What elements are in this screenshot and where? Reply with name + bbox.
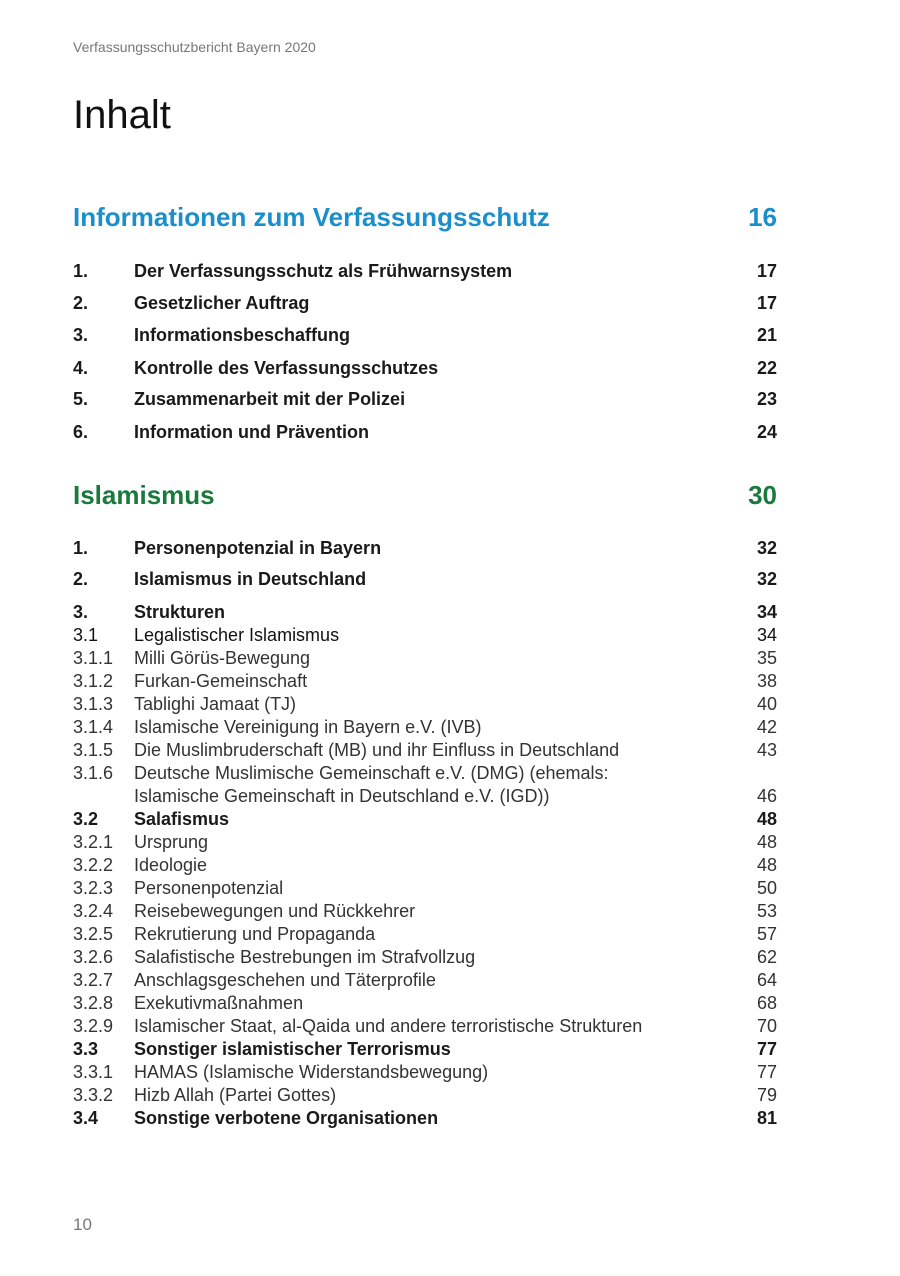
entry-number: 3.1.1 [73,648,114,668]
entry-title: Gesetzlicher Auftrag [134,293,310,313]
entry-title: Reisebewegungen und Rückkehrer [134,901,416,921]
entry-number: 3. [73,325,89,345]
toc-entry[interactable] [73,969,777,992]
entry-title: Islamische Vereinigung in Bayern e.V. (IVB) [134,717,482,737]
toc-entry[interactable] [73,1038,777,1061]
entry-number: 1. [73,261,89,281]
entry-page: 79 [756,1085,777,1105]
entry-page: 68 [756,993,777,1013]
entry-number: 3.3.2 [73,1085,114,1105]
entry-number: 3.2.1 [73,832,114,852]
entry-number: 3.1.3 [73,694,114,714]
entry-page: 17 [756,293,777,313]
entry-page: 24 [756,422,777,442]
toc-entry[interactable] [73,693,777,716]
section-title: Informationen zum Verfassungsschutz [73,202,550,232]
entry-page: 64 [756,970,777,990]
entry-number: 2. [73,293,89,313]
section-page: 30 [748,480,777,510]
entry-number: 3.1 [73,625,99,645]
entry-page: 50 [756,878,777,898]
toc-section-verfassungsschutz [73,202,777,453]
entry-page: 23 [756,389,777,409]
page-number: 10 [73,1215,92,1234]
toc-entry[interactable] [73,292,777,324]
entry-number: 3. [73,602,89,622]
entry-number: 3.2.6 [73,947,114,967]
entry-title: Der Verfassungsschutz als Frühwarnsystem [134,261,513,281]
toc-entry[interactable] [73,900,777,923]
entry-title: Rekrutierung und Propaganda [134,924,376,944]
toc-entry[interactable] [73,357,777,388]
entry-page: 53 [756,901,777,921]
toc-entry[interactable] [73,537,777,568]
toc-entry[interactable] [73,716,777,739]
entry-title: Die Muslimbruderschaft (MB) und ihr Einfluss in Deutschland [134,740,620,760]
entry-page: 21 [756,325,777,345]
entry-number: 6. [73,422,89,442]
entry-page: 48 [756,809,777,829]
entry-title: Salafismus [134,809,230,829]
toc-entry[interactable] [73,831,777,854]
entry-number: 3.3.1 [73,1062,114,1082]
entry-title: HAMAS (Islamische Widerstandsbewegung) [134,1062,489,1082]
entry-page: 43 [756,740,777,760]
entry-title: Kontrolle des Verfassungsschutzes [134,358,439,378]
entry-title: Salafistische Bestrebungen im Strafvollzug [134,947,476,967]
entry-title: Information und Prävention [134,422,370,442]
entry-title: Informationsbeschaffung [134,325,351,345]
entry-page: 32 [756,538,777,558]
entry-page: 62 [756,947,777,967]
entry-title: Legalistischer Islamismus [134,625,340,645]
entry-title: Exekutivmaßnahmen [134,993,304,1013]
entry-page: 81 [756,1108,777,1128]
entry-title: Islamische Gemeinschaft in Deutschland e.V. (IGD)) [134,786,550,806]
toc-entry[interactable] [73,260,777,292]
entry-number: 4. [73,358,89,378]
entry-number: 1. [73,538,89,558]
entry-number: 3.2.3 [73,878,114,898]
toc-entry[interactable] [73,877,777,900]
toc-entry[interactable] [73,923,777,946]
entry-title: Hizb Allah (Partei Gottes) [134,1085,337,1105]
entry-number: 3.1.5 [73,740,114,760]
entry-title: Ideologie [134,855,208,875]
toc-entry[interactable] [73,1107,777,1130]
section-heading[interactable] [73,480,777,520]
page-title: Inhalt [73,93,171,137]
entry-page: 17 [756,261,777,281]
toc-entry-continuation[interactable] [73,785,777,808]
entry-page: 70 [756,1016,777,1036]
entry-title: Tablighi Jamaat (TJ) [134,694,297,714]
entry-title: Islamismus in Deutschland [134,569,367,589]
entry-number: 3.2 [73,809,99,829]
entry-page: 32 [756,569,777,589]
entry-page: 35 [756,648,777,668]
entry-number: 5. [73,389,89,409]
toc-section-islamismus [73,480,777,1130]
entry-title: Deutsche Muslimische Gemeinschaft e.V. (DMG) (ehemals: [134,763,609,783]
entry-number: 2. [73,569,89,589]
entry-number: 3.3 [73,1039,99,1059]
entry-number: 3.1.6 [73,763,114,783]
toc-entry[interactable] [73,421,777,453]
toc-entry[interactable] [73,739,777,762]
entry-page: 40 [756,694,777,714]
toc-entry[interactable] [73,1015,777,1038]
entry-title: Sonstige verbotene Organisationen [134,1108,439,1128]
entry-title: Personenpotenzial in Bayern [134,538,382,558]
running-head: Verfassungsschutzbericht Bayern 2020 [73,39,316,55]
entry-title: Ursprung [134,832,209,852]
toc-entry[interactable] [73,992,777,1015]
section-title: Islamismus [73,480,215,510]
toc-entry[interactable] [73,854,777,877]
toc-entry[interactable] [73,762,777,785]
entry-page: 48 [756,832,777,852]
entry-page: 42 [756,717,777,737]
entry-title: Anschlagsgeschehen und Täterprofile [134,970,436,990]
toc-entry[interactable] [73,568,777,601]
entry-title: Zusammenarbeit mit der Polizei [134,389,406,409]
entry-page: 34 [756,625,777,645]
entry-number: 3.2.9 [73,1016,114,1036]
entry-page: 34 [756,602,777,622]
entry-title: Sonstiger islamistischer Terrorismus [134,1039,451,1059]
entry-title: Personenpotenzial [134,878,284,898]
entry-number: 3.2.4 [73,901,114,921]
entry-number: 3.2.5 [73,924,114,944]
entry-number: 3.2.7 [73,970,114,990]
toc-entry[interactable] [73,647,777,670]
entry-number: 3.2.2 [73,855,114,875]
toc-entry[interactable] [73,1084,777,1107]
entry-page: 22 [756,358,777,378]
toc-entry[interactable] [73,1061,777,1084]
entry-page: 46 [756,786,777,806]
entry-title: Furkan-Gemeinschaft [134,671,308,691]
toc-entry[interactable] [73,388,777,421]
entry-page: 38 [756,671,777,691]
entry-title: Milli Görüs-Bewegung [134,648,311,668]
entry-page: 48 [756,855,777,875]
entry-page: 77 [756,1062,777,1082]
toc-page [73,0,777,1276]
toc-entry[interactable] [73,670,777,693]
entry-page: 57 [756,924,777,944]
section-heading[interactable] [73,202,777,242]
toc-entry[interactable] [73,601,777,624]
entry-title: Islamischer Staat, al-Qaida und andere terroristische Strukturen [134,1016,643,1036]
entry-page: 77 [756,1039,777,1059]
toc-entry[interactable] [73,808,777,831]
entry-number: 3.4 [73,1108,99,1128]
entry-number: 3.1.2 [73,671,114,691]
section-page: 16 [748,202,777,232]
entry-number: 3.2.8 [73,993,114,1013]
toc-entry[interactable] [73,624,777,647]
entry-number: 3.1.4 [73,717,114,737]
entry-title: Strukturen [134,602,226,622]
toc-entry[interactable] [73,324,777,357]
toc-entry[interactable] [73,946,777,969]
